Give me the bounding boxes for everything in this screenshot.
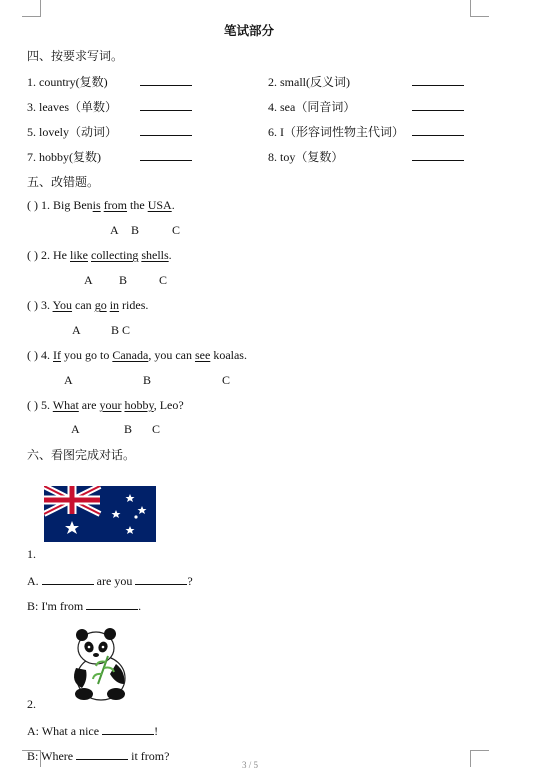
s4-answer-blank-2[interactable]	[412, 73, 464, 86]
answer-paren[interactable]: ( )	[27, 298, 38, 312]
s6-d2-line-a: A: What a nice !	[27, 724, 159, 738]
s5-question-1: ( ) 1. Big Benis from the USA.	[27, 198, 175, 212]
underlined-option-b: go	[94, 298, 107, 312]
underlined-option-a: If	[53, 348, 61, 362]
s4-item-6: 6. I（形容词性物主代词）	[268, 125, 404, 139]
blank[interactable]	[76, 747, 128, 760]
s5-question-5: ( ) 5. What are your hobby, Leo?	[27, 398, 184, 412]
crop-mark-bottom-right	[470, 750, 489, 767]
answer-paren[interactable]: ( )	[27, 398, 38, 412]
s5-q4-letter-c: C	[222, 373, 231, 387]
s5-q3-letter-bc: B C	[111, 323, 131, 337]
s4-answer-blank-3[interactable]	[140, 98, 192, 111]
crop-mark-top-left	[22, 0, 41, 17]
underlined-option-c: see	[194, 348, 211, 362]
union-jack-canton	[44, 486, 100, 514]
underlined-option-b: Canada	[112, 348, 149, 362]
blank[interactable]	[86, 597, 138, 610]
blank[interactable]	[135, 572, 187, 585]
s5-q5-letter-a: A	[71, 422, 80, 436]
s5-q5-letter-c: C	[152, 422, 161, 436]
s6-dialogue-1-number: 1.	[27, 547, 36, 561]
s5-q4-letter-b: B	[143, 373, 152, 387]
s6-d1-line-b: B: I'm from .	[27, 599, 142, 613]
s4-item-7: 7. hobby(复数)	[27, 150, 101, 164]
answer-paren[interactable]: ( )	[27, 198, 38, 212]
s4-item-4: 4. sea（同音词）	[268, 100, 356, 114]
answer-paren[interactable]: ( )	[27, 248, 38, 262]
s5-question-4: ( ) 4. If you go to Canada, you can see koalas.	[27, 348, 247, 362]
s6-dialogue-2-number: 2.	[27, 697, 36, 711]
s5-question-2: ( ) 2. He like collecting shells.	[27, 248, 172, 262]
underlined-option-c: in	[109, 298, 120, 312]
australia-flag-image	[44, 486, 156, 542]
blank[interactable]	[102, 722, 154, 735]
underlined-option-b: your	[99, 398, 122, 412]
section-4-heading: 四、按要求写词。	[27, 49, 124, 63]
answer-paren[interactable]: ( )	[27, 348, 38, 362]
page-title: 笔试部分	[224, 23, 275, 38]
underlined-option-a: is	[92, 198, 101, 212]
s5-q2-letter-c: C	[159, 273, 168, 287]
s4-answer-blank-7[interactable]	[140, 148, 192, 161]
s5-q2-letter-a: A	[84, 273, 93, 287]
s5-question-3: ( ) 3. You can go in rides.	[27, 298, 149, 312]
s4-item-1: 1. country(复数)	[27, 75, 108, 89]
s4-answer-blank-4[interactable]	[412, 98, 464, 111]
s4-answer-blank-6[interactable]	[412, 123, 464, 136]
s4-item-2: 2. small(反义词)	[268, 75, 350, 89]
page-number: 3 / 5	[242, 760, 259, 770]
underlined-option-c: shells	[141, 248, 169, 262]
section-5-heading: 五、改错题。	[27, 175, 100, 189]
blank[interactable]	[42, 572, 94, 585]
s4-answer-blank-8[interactable]	[412, 148, 464, 161]
underlined-option-c: USA	[147, 198, 172, 212]
underlined-option-b: from	[103, 198, 128, 212]
s4-answer-blank-5[interactable]	[140, 123, 192, 136]
s5-q1-letter-b: B	[131, 223, 140, 237]
s5-q2-letter-b: B	[119, 273, 128, 287]
underlined-option-a: like	[70, 248, 88, 262]
s4-answer-blank-1[interactable]	[140, 73, 192, 86]
s4-item-3: 3. leaves（单数）	[27, 100, 117, 114]
underlined-option-a: What	[52, 398, 79, 412]
s6-d1-line-a: A. are you ?	[27, 574, 193, 588]
s5-q1-letter-a: A	[110, 223, 119, 237]
panda-image	[68, 626, 132, 702]
underlined-option-b: collecting	[91, 248, 139, 262]
s5-q3-letter-a: A	[72, 323, 81, 337]
s5-q5-letter-b: B	[124, 422, 133, 436]
s5-q1-letter-c: C	[172, 223, 181, 237]
s5-q4-letter-a: A	[64, 373, 73, 387]
section-6-heading: 六、看图完成对话。	[27, 448, 136, 462]
s4-item-8: 8. toy（复数）	[268, 150, 344, 164]
underlined-option-c: hobby	[124, 398, 154, 412]
crop-mark-top-right	[470, 0, 489, 17]
s4-item-5: 5. lovely（动词）	[27, 125, 117, 139]
s6-d2-line-b: B: Where it from?	[27, 749, 170, 763]
underlined-option-a: You	[52, 298, 73, 312]
